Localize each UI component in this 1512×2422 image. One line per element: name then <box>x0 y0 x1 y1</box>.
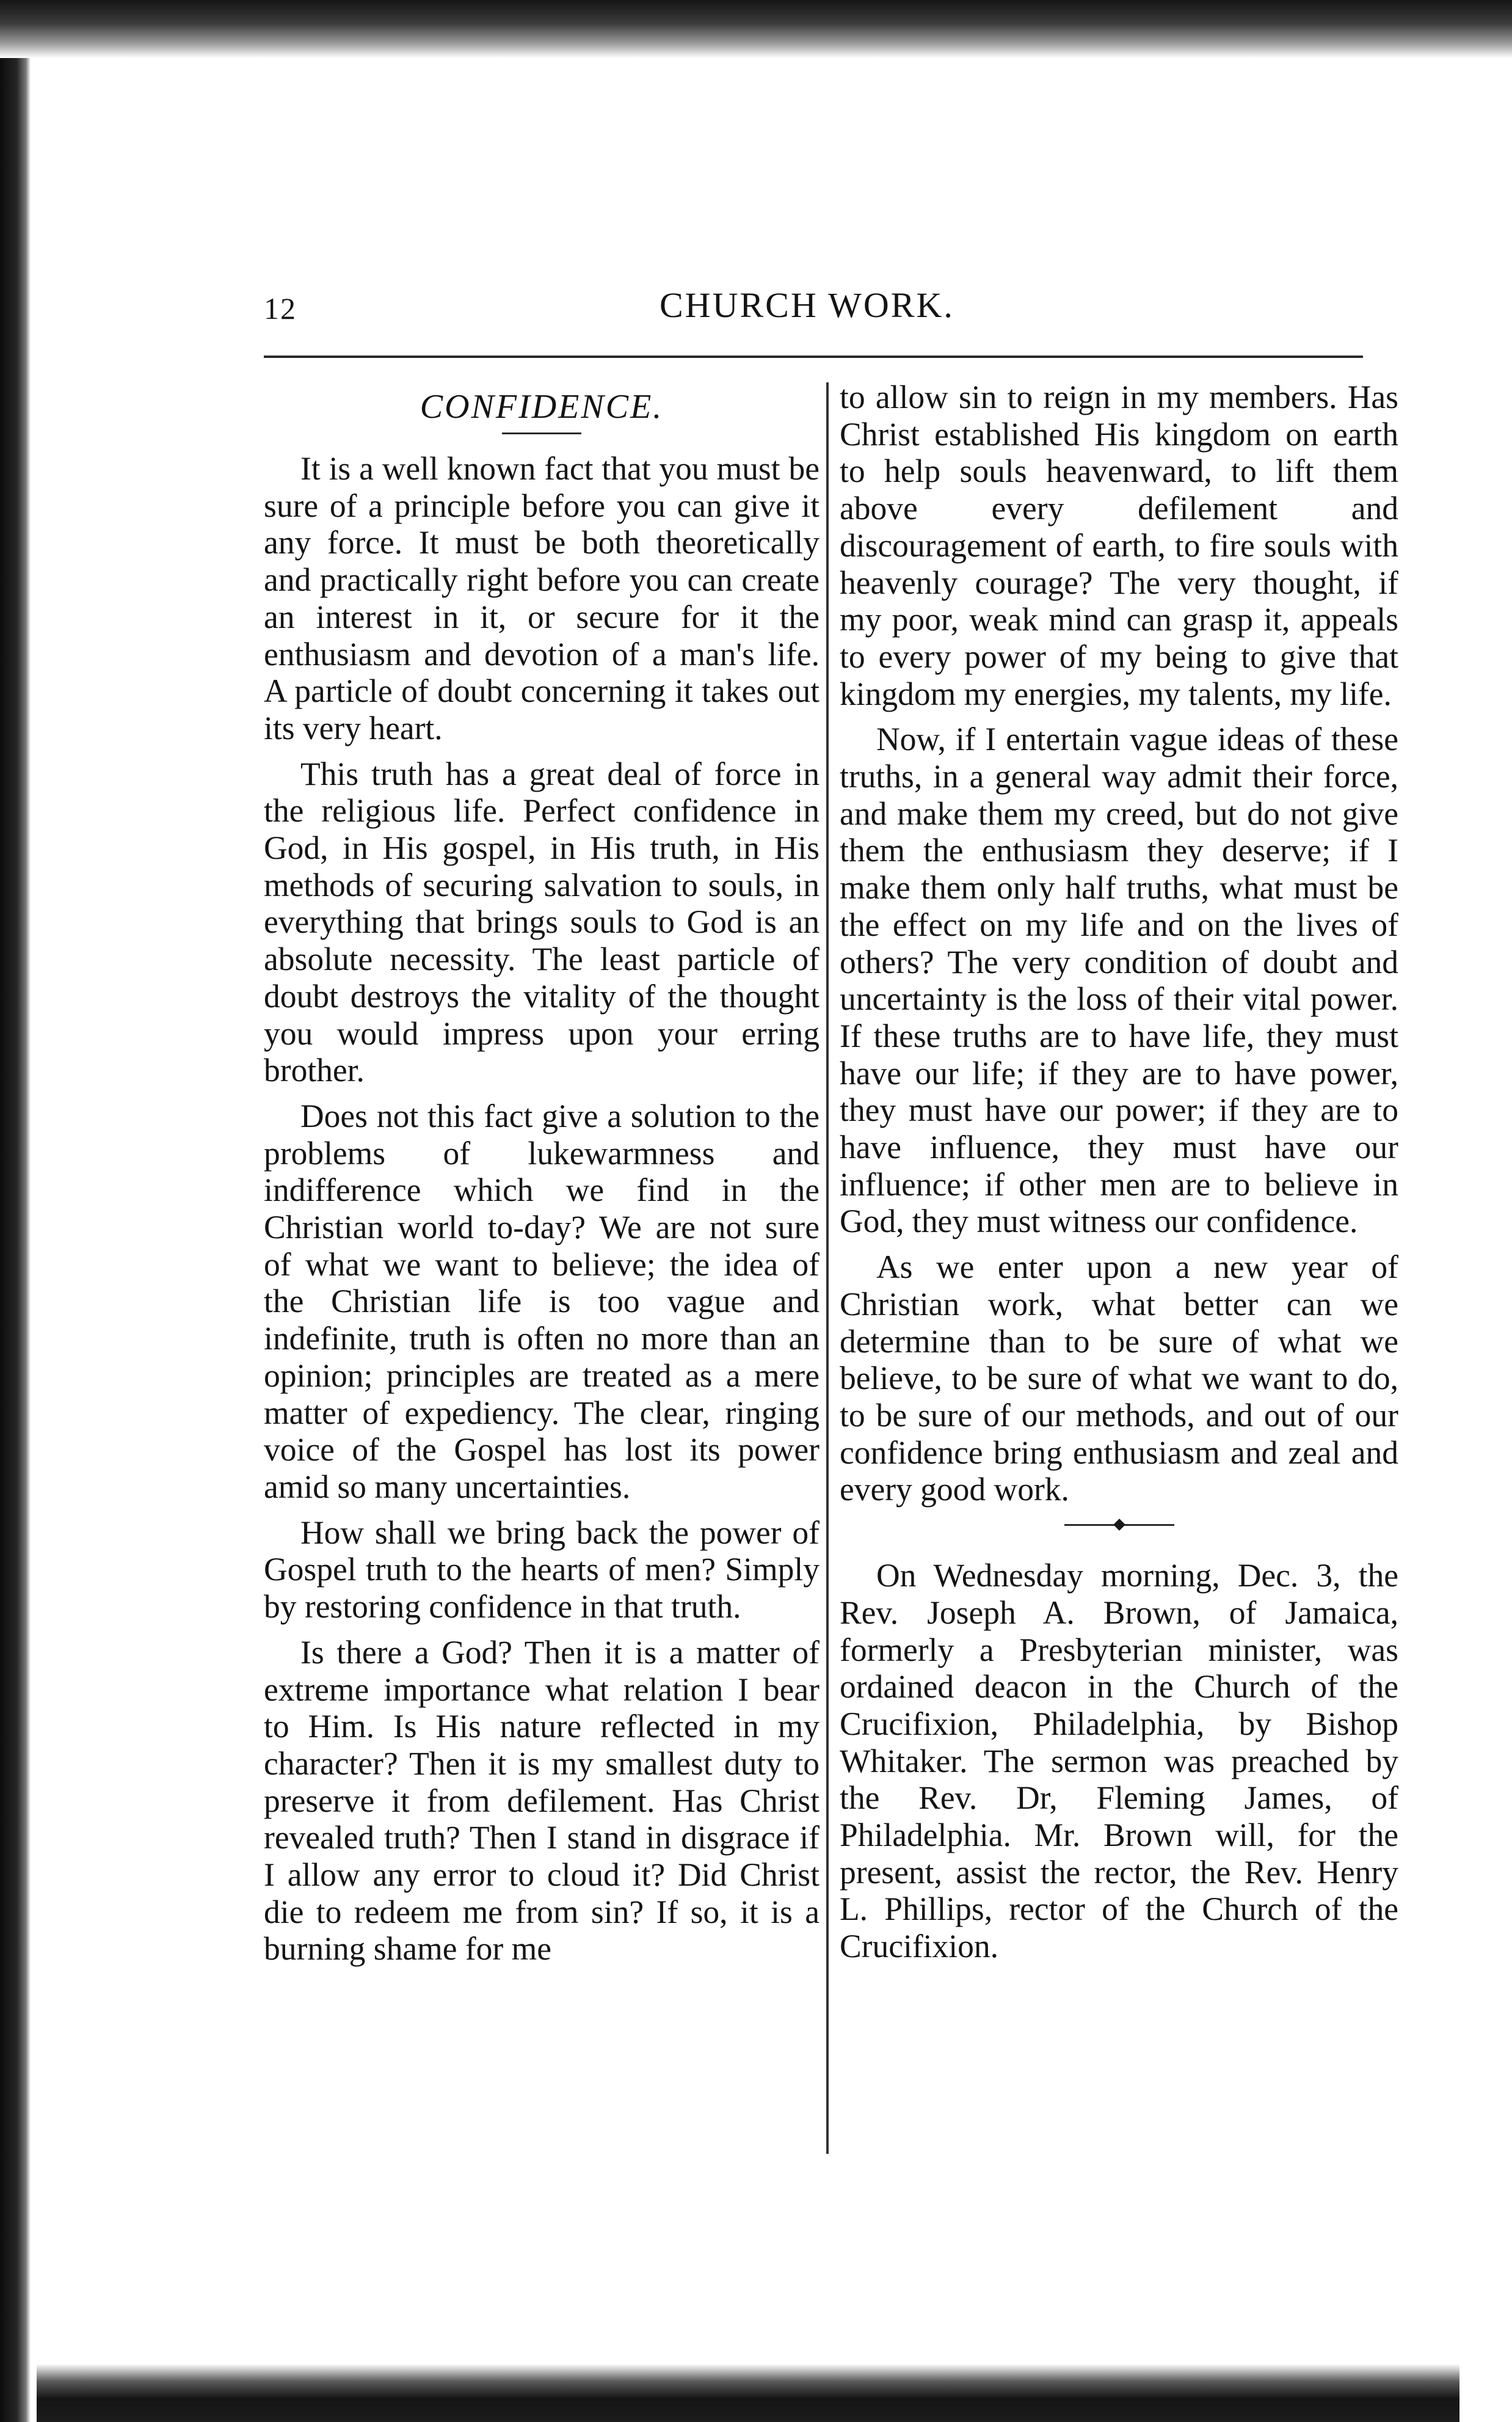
page-number: 12 <box>264 291 297 326</box>
title-dash <box>502 432 581 434</box>
header-rule <box>264 356 1363 358</box>
article-paragraph: Is there a God? Then it is a matter of extreme importance what relation I bear to Him. Is His nature reflected in my character? Then it is my smallest duty to preserve it from defilement. Has Christ revealed truth? Then I stand in disgrace if I allow any error to cloud it? Did Christ die to redeem me from sin? If so, it is a burning shame for me <box>264 1633 820 1968</box>
ordination-notice: On Wednesday morning, Dec. 3, the Rev. Joseph A. Brown, of Jamaica, formerly a Presbyterian minister, was ordained deacon in the Church of the Crucifixion, Philadelphia, by Bishop Whitaker. The sermon was preached by the Rev. Dr, Fleming James, of Philadelphia. Mr. Brown will, for the present, assist the rector, the Rev. Henry L. Phillips, rector of the Church of the Crucifixion. <box>840 1557 1398 1965</box>
article-title: CONFIDENCE. <box>420 388 664 426</box>
article-paragraph: Now, if I entertain vague ideas of these truths, in a general way admit their force, and make them my creed, but do not give them the enthusiasm they deserve; if I make them only half truths, what must be the effect on my life and on the lives of others? The very condition of doubt and uncertainty is the loss of their vital power. If these truths are to have life, they must have our life; if they are to have power, they must have our power; if they are to have influence, they must have our influence; if other men are to believe in God, they must witness our confidence. <box>840 721 1398 1240</box>
section-ornament <box>1064 1517 1174 1533</box>
article-paragraph: It is a well known fact that you must be sure of a principle before you can give it any force. It must be both theoretically and practically right before you can create an interest in it, or secure for it the enthusiasm and devotion of a man's life. A particle of doubt concerning it takes out its very heart. <box>264 450 820 746</box>
right-column <box>840 379 1398 1965</box>
scan-edge-top <box>0 0 1512 58</box>
column-divider <box>826 382 829 2154</box>
article-paragraph: This truth has a great deal of force in the religious life. Perfect confidence in God, in His gospel, in His truth, in His methods of securing salvation to souls, in everything that brings souls to God is an absolute necessity. The least particle of doubt destroys the vitality of the thought you would impress upon your erring brother. <box>264 755 820 1089</box>
running-title: CHURCH WORK. <box>660 285 954 325</box>
article-paragraph: As we enter upon a new year of Christian work, what better can we determine than to be sure of what we believe, to be sure of what we want to do, to be sure of our methods, and out of our confidence bring enthusiasm and zeal and every good work. <box>840 1249 1398 1508</box>
left-column <box>264 379 820 1968</box>
diamond-icon <box>1113 1519 1125 1531</box>
article-paragraph-continued: to allow sin to reign in my members. Has Christ established His kingdom on earth to help souls heavenward, to lift them above every defilement and discouragement of earth, to fire souls with heavenly courage? The very thought, if my poor, weak mind can grasp it, appeals to every power of my being to give that kingdom my energies, my talents, my life. <box>840 379 1398 712</box>
article-paragraph: How shall we bring back the power of Gospel truth to the hearts of men? Simply by restoring confidence in that truth. <box>264 1514 820 1625</box>
article-paragraph: Does not this fact give a solution to the problems of lukewarmness and indifference which we find in the Christian world to-day? We are not sure of what we want to believe; the idea of the Christian life is too vague and indefinite, truth is often no more than an opinion; principles are treated as a mere matter of expediency. The clear, ringing voice of the Gospel has lost its power amid so many uncertainties. <box>264 1097 820 1505</box>
scan-edge-bottom <box>37 2364 1459 2422</box>
scan-edge-left <box>0 0 31 2422</box>
